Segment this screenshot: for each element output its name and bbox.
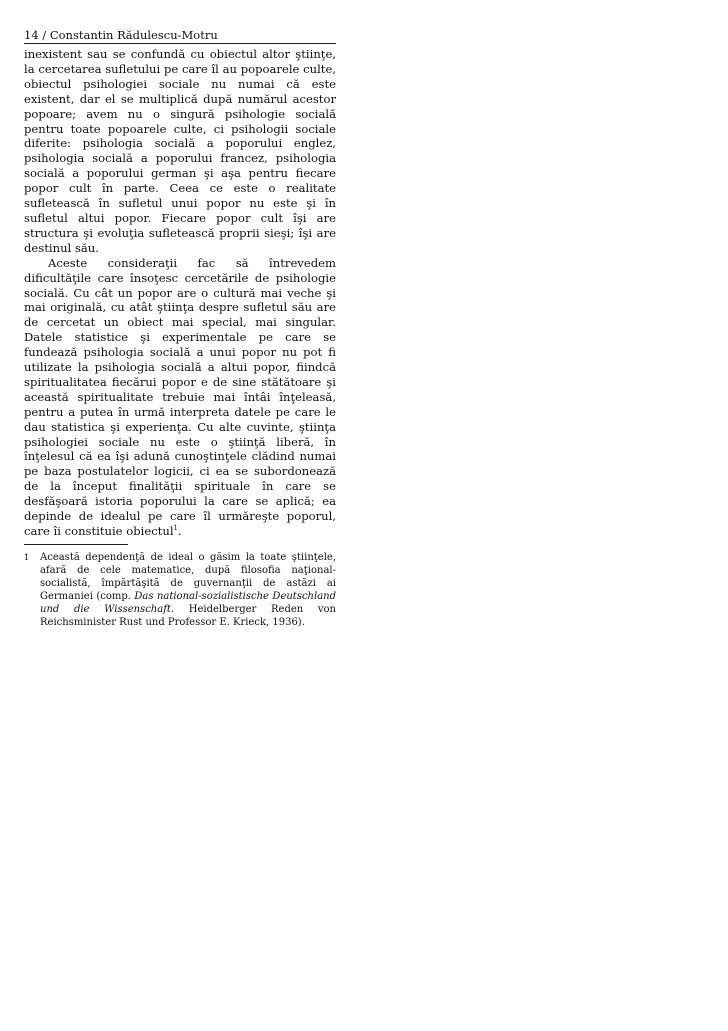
paragraph-2-text: Aceste consideraţii fac să întrevedem dificultăţile care însoţesc cercetările de psihologie socială. Cu cât un popor are o cultură mai veche şi mai originală, cu atât ştiinţa despre sufletul său are de cercetat un obiect mai special, mai singular. Datele statistice şi experimentale pe care se fundează psihologia socială a unui popor nu pot fi utilizate la psihologia socială a altui popor, fiindcă spiritualitatea fiecărui popor e de sine stătătoare şi această spiritualitate trebuie mai întâi înţeleasă, pentru a putea în urmă interpreta datele pe care le dau statistica şi experienţa. Cu alte cuvinte, ştiinţa psihologiei sociale nu este o ştiinţă liberă, în înţelesul că ea îşi adună cunoştinţele clădind numai pe baza postulatelor logicii, ci ea se subordonează de la început finalităţii spirituale în care se desfăşoară istoria poporului la care se aplică; ea depinde de idealul pe care îl urmăreşte poporul, care îi constituie obiectul [24, 255, 336, 538]
footnote-text-before: Această dependenţă de ideal o găsim la toate ştiinţele, afară de cele matematice, după filosofia naţional-socialistă, împărtăşită de guvernanţii de astăzi ai Germaniei (comp. [40, 551, 336, 603]
paragraph-2-end: . [178, 524, 182, 538]
running-head: 14 / Constantin Rădulescu-Motru [24, 28, 336, 44]
footnote-reference[interactable]: 1 [173, 524, 178, 533]
paragraph-2 [24, 256, 336, 539]
footnote [24, 551, 336, 630]
page [24, 28, 336, 629]
paragraph-1: inexistent sau se confundă cu obiectul altor ştiinţe, la cercetarea sufletului pe care îl au popoarele culte, obiectul psihologiei sociale nu numai că este existent, dar el se multiplică după numărul acestor popoare; avem nu o singură psihologie socială pentru toate popoarele culte, ci psihologii sociale diferite: psihologia socială a poporului englez, psihologia socială a poporului francez, psihologia socială a poporului german şi aşa pentru fiecare popor cult în parte. Ceea ce este o realitate sufletească în sufletul unui popor nu este şi în sufletul altui popor. Fiecare popor cult îşi are structura şi evoluţia sufletească proprii sieşi; îşi are destinul său. [24, 47, 336, 255]
footnote-separator [24, 544, 128, 545]
main-text [24, 47, 336, 539]
footnote-italic-title: Das national-sozialistische Deutschland und die Wissenschaft. [40, 591, 336, 616]
footnote-text-after: Heidelberger Reden von Reichsminister Rust und Professor E. Krieck, 1936). [40, 604, 336, 629]
footnote-marker: 1 [24, 552, 30, 562]
